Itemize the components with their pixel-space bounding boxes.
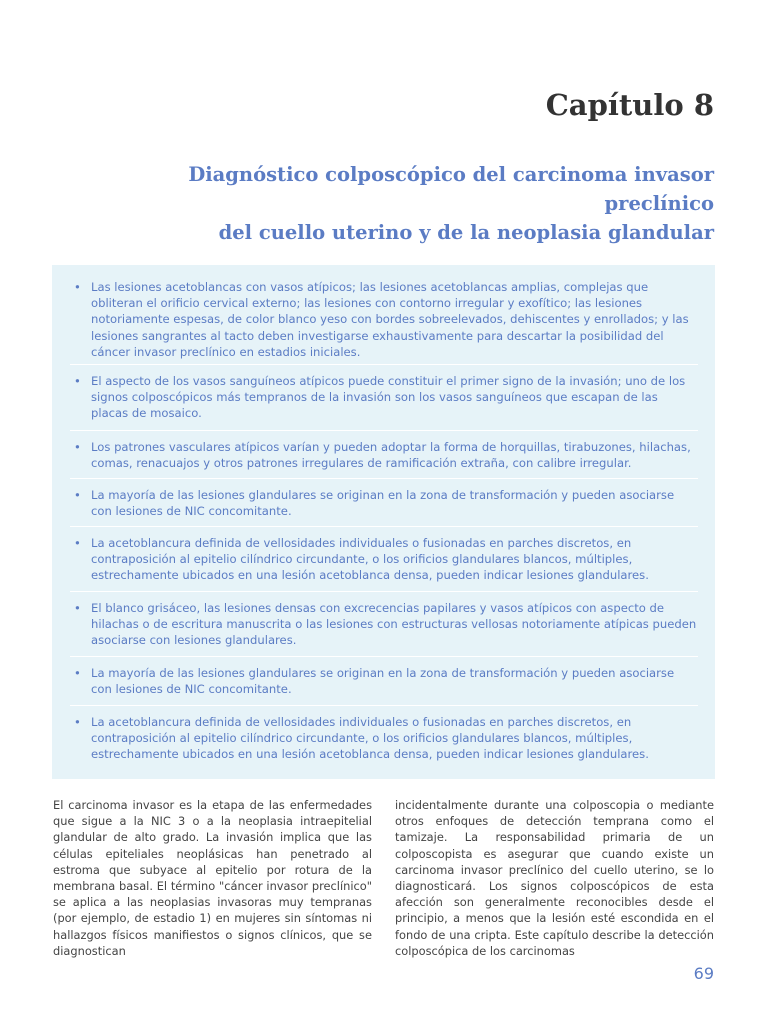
chapter-title-line-1: Diagnóstico colposcópico del carcinoma invasor preclínico — [188, 163, 714, 215]
key-point-item: • La acetoblancura definida de vellosidades individuales o fusionadas en parches discretos, en contraposición al epitelio cilíndrico circundante, o los orificios glandulares blancos, múltiples, estrechamente ubicados en una lesión acetoblanca densa, pueden indicar lesiones glandulares. — [74, 535, 698, 584]
key-point-item: • Los patrones vasculares atípicos varían y pueden adoptar la forma de horquillas, tirabuzones, hilachas, comas, renacuajos y otros patrones irregulares de ramificación extraña, con calibre irregular. — [74, 439, 698, 471]
key-point-item: • La mayoría de las lesiones glandulares se originan en la zona de transformación y pueden asociarse con lesiones de NIC concomitante. — [74, 665, 698, 697]
bullet-divider — [70, 705, 698, 706]
body-text-right-column: incidentalmente durante una colposcopia o mediante otros enfoques de detección temprana como el tamizaje. La responsabilidad primaria de un colposcopista es asegurar que cuando existe un carcinoma invasor preclínico del cuello uterino, se lo diagnosticará. Los signos colposcópicos de esta afección son generalmente reconocibles desde el principio, a menos que la lesión esté escondida en el fondo de una cripta. Este capítulo describe la detección colposcópica de los carcinomas — [395, 798, 714, 958]
bullet-divider — [70, 591, 698, 592]
chapter-title-line-2: del cuello uterino y de la neoplasia glandular — [218, 221, 714, 244]
key-point-item: • El aspecto de los vasos sanguíneos atípicos puede constituir el primer signo de la invasión; uno de los signos colposcópicos más tempranos de la invasión son los vasos sanguíneos que escapan de las placas de mosaico. — [74, 373, 698, 422]
chapter-label: Capítulo 8 — [545, 88, 714, 122]
key-point-item: • El blanco grisáceo, las lesiones densas con excrecencias papilares y vasos atípicos con aspecto de hilachas o de escritura manuscrita o las lesiones con estructuras vellosas notoriamente atípicas pueden asociarse con lesiones glandulares. — [74, 600, 698, 649]
bullet-divider — [70, 430, 698, 431]
bullet-divider — [70, 478, 698, 479]
chapter-title — [74, 160, 714, 247]
key-point-item: • Las lesiones acetoblancas con vasos atípicos; las lesiones acetoblancas amplias, complejas que obliteran el orificio cervical externo; las lesiones con contorno irregular y exofítico; las lesiones notoriamente espesas, de color blanco yeso con bordes sobreelevados, dehiscentes y enrollados; y las lesiones sangrantes al tacto deben investigarse exhaustivamente para descartar la posibilidad del cáncer invasor preclínico en estadios iniciales. — [74, 279, 698, 360]
key-points-box — [52, 265, 715, 779]
key-point-item: • La mayoría de las lesiones glandulares se originan en la zona de transformación y pueden asociarse con lesiones de NIC concomitante. — [74, 487, 698, 519]
bullet-divider — [70, 526, 698, 527]
key-point-item: • La acetoblancura definida de vellosidades individuales o fusionadas en parches discretos, en contraposición al epitelio cilíndrico circundante, o los orificios glandulares blancos, múltiples, estrechamente ubicados en una lesión acetoblanca densa, pueden indicar lesiones glandulares. — [74, 714, 698, 763]
bullet-divider — [70, 364, 698, 365]
body-text-left-column: El carcinoma invasor es la etapa de las enfermedades que sigue a la NIC 3 o a la neoplasia intraepitelial glandular de alto grado. La invasión implica que las células epiteliales neoplásicas han penetrado al estroma que subyace al epitelio por rotura de la membrana basal. El término "cáncer invasor preclínico" se aplica a las neoplasias invasoras muy tempranas (por ejemplo, de estadio 1) en mujeres sin síntomas ni hallazgos físicos manifiestos o signos clínicos, que se diagnostican — [53, 798, 372, 958]
bullet-divider — [70, 656, 698, 657]
page-number: 69 — [693, 964, 714, 983]
